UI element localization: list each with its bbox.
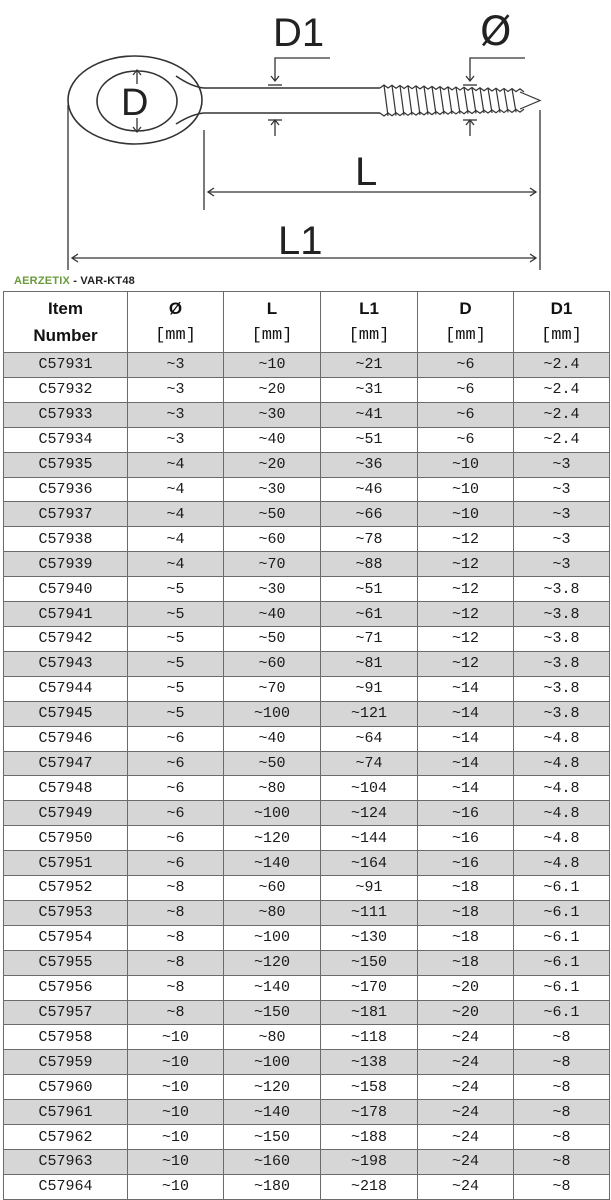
cell-wire-d1: ~2.4 bbox=[514, 427, 610, 452]
cell-eye-d: ~16 bbox=[418, 851, 514, 876]
cell-item-number: C57940 bbox=[4, 577, 128, 602]
brand-name: AERZETIX bbox=[14, 275, 70, 287]
cell-wire-d1: ~8 bbox=[514, 1075, 610, 1100]
cell-length-l: ~20 bbox=[224, 452, 321, 477]
table-row bbox=[4, 353, 610, 378]
table-row bbox=[4, 1150, 610, 1175]
cell-diameter: ~8 bbox=[128, 1000, 224, 1025]
cell-length-l1: ~198 bbox=[321, 1150, 418, 1175]
cell-item-number: C57945 bbox=[4, 701, 128, 726]
cell-item-number: C57956 bbox=[4, 975, 128, 1000]
cell-length-l1: ~41 bbox=[321, 402, 418, 427]
cell-wire-d1: ~3.8 bbox=[514, 577, 610, 602]
cell-item-number: C57943 bbox=[4, 651, 128, 676]
cell-wire-d1: ~2.4 bbox=[514, 377, 610, 402]
cell-item-number: C57946 bbox=[4, 726, 128, 751]
cell-length-l1: ~164 bbox=[321, 851, 418, 876]
column-header-diameter bbox=[128, 292, 224, 353]
d1-label: D1 bbox=[273, 11, 325, 55]
cell-length-l1: ~36 bbox=[321, 452, 418, 477]
cell-length-l: ~40 bbox=[224, 602, 321, 627]
cell-length-l1: ~178 bbox=[321, 1100, 418, 1125]
cell-eye-d: ~20 bbox=[418, 1000, 514, 1025]
cell-item-number: C57961 bbox=[4, 1100, 128, 1125]
cell-diameter: ~4 bbox=[128, 452, 224, 477]
cell-diameter: ~8 bbox=[128, 876, 224, 901]
column-unit: [mm] bbox=[348, 326, 390, 345]
cell-wire-d1: ~4.8 bbox=[514, 826, 610, 851]
cell-length-l1: ~130 bbox=[321, 925, 418, 950]
cell-wire-d1: ~3 bbox=[514, 452, 610, 477]
cell-length-l: ~160 bbox=[224, 1150, 321, 1175]
brand-caption bbox=[14, 275, 135, 287]
table-row bbox=[4, 402, 610, 427]
cell-wire-d1: ~6.1 bbox=[514, 876, 610, 901]
cell-eye-d: ~14 bbox=[418, 676, 514, 701]
cell-item-number: C57959 bbox=[4, 1050, 128, 1075]
table-row bbox=[4, 876, 610, 901]
cell-diameter: ~10 bbox=[128, 1174, 224, 1199]
cell-length-l: ~60 bbox=[224, 876, 321, 901]
cell-item-number: C57955 bbox=[4, 950, 128, 975]
cell-eye-d: ~24 bbox=[418, 1125, 514, 1150]
column-header-length-l bbox=[224, 292, 321, 353]
cell-eye-d: ~24 bbox=[418, 1174, 514, 1199]
cell-diameter: ~4 bbox=[128, 502, 224, 527]
cell-diameter: ~8 bbox=[128, 900, 224, 925]
d1-leader bbox=[268, 58, 330, 136]
cell-item-number: C57958 bbox=[4, 1025, 128, 1050]
cell-length-l: ~100 bbox=[224, 801, 321, 826]
table-row bbox=[4, 801, 610, 826]
table-row bbox=[4, 602, 610, 627]
table-row bbox=[4, 527, 610, 552]
l1-label: L1 bbox=[278, 219, 323, 263]
table-row bbox=[4, 1125, 610, 1150]
cell-wire-d1: ~4.8 bbox=[514, 851, 610, 876]
table-row bbox=[4, 900, 610, 925]
cell-eye-d: ~16 bbox=[418, 801, 514, 826]
cell-length-l1: ~51 bbox=[321, 427, 418, 452]
cell-length-l1: ~170 bbox=[321, 975, 418, 1000]
table-row bbox=[4, 427, 610, 452]
cell-item-number: C57962 bbox=[4, 1125, 128, 1150]
cell-eye-d: ~18 bbox=[418, 876, 514, 901]
cell-wire-d1: ~6.1 bbox=[514, 925, 610, 950]
cell-diameter: ~5 bbox=[128, 602, 224, 627]
table-row bbox=[4, 552, 610, 577]
cell-length-l: ~30 bbox=[224, 477, 321, 502]
cell-wire-d1: ~3 bbox=[514, 502, 610, 527]
cell-length-l: ~120 bbox=[224, 1075, 321, 1100]
cell-length-l: ~10 bbox=[224, 353, 321, 378]
cell-length-l1: ~31 bbox=[321, 377, 418, 402]
cell-diameter: ~6 bbox=[128, 851, 224, 876]
cell-diameter: ~6 bbox=[128, 826, 224, 851]
cell-length-l: ~120 bbox=[224, 826, 321, 851]
cell-length-l1: ~91 bbox=[321, 876, 418, 901]
cell-item-number: C57937 bbox=[4, 502, 128, 527]
cell-eye-d: ~14 bbox=[418, 701, 514, 726]
table-row bbox=[4, 950, 610, 975]
cell-length-l1: ~66 bbox=[321, 502, 418, 527]
cell-item-number: C57953 bbox=[4, 900, 128, 925]
table-row bbox=[4, 1174, 610, 1199]
cell-length-l: ~80 bbox=[224, 1025, 321, 1050]
cell-wire-d1: ~3.8 bbox=[514, 651, 610, 676]
cell-eye-d: ~6 bbox=[418, 353, 514, 378]
cell-length-l: ~70 bbox=[224, 552, 321, 577]
cell-length-l: ~50 bbox=[224, 626, 321, 651]
cell-wire-d1: ~3 bbox=[514, 477, 610, 502]
cell-diameter: ~8 bbox=[128, 975, 224, 1000]
cell-eye-d: ~6 bbox=[418, 427, 514, 452]
table-row bbox=[4, 502, 610, 527]
cell-eye-d: ~24 bbox=[418, 1100, 514, 1125]
cell-length-l1: ~158 bbox=[321, 1075, 418, 1100]
table-row bbox=[4, 577, 610, 602]
cell-item-number: C57932 bbox=[4, 377, 128, 402]
cell-eye-d: ~10 bbox=[418, 502, 514, 527]
cell-length-l: ~30 bbox=[224, 402, 321, 427]
cell-item-number: C57948 bbox=[4, 776, 128, 801]
cell-wire-d1: ~8 bbox=[514, 1050, 610, 1075]
cell-eye-d: ~12 bbox=[418, 602, 514, 627]
cell-length-l1: ~91 bbox=[321, 676, 418, 701]
cell-length-l: ~140 bbox=[224, 1100, 321, 1125]
cell-eye-d: ~14 bbox=[418, 726, 514, 751]
cell-item-number: C57933 bbox=[4, 402, 128, 427]
cell-length-l1: ~218 bbox=[321, 1174, 418, 1199]
table-row bbox=[4, 1075, 610, 1100]
cell-wire-d1: ~3.8 bbox=[514, 701, 610, 726]
column-header-eye-d bbox=[418, 292, 514, 353]
cell-item-number: C57963 bbox=[4, 1150, 128, 1175]
table-row bbox=[4, 925, 610, 950]
cell-length-l1: ~51 bbox=[321, 577, 418, 602]
cell-wire-d1: ~8 bbox=[514, 1100, 610, 1125]
cell-eye-d: ~24 bbox=[418, 1075, 514, 1100]
cell-item-number: C57944 bbox=[4, 676, 128, 701]
cell-wire-d1: ~3.8 bbox=[514, 676, 610, 701]
cell-length-l1: ~181 bbox=[321, 1000, 418, 1025]
cell-length-l: ~140 bbox=[224, 975, 321, 1000]
cell-wire-d1: ~4.8 bbox=[514, 801, 610, 826]
cell-item-number: C57950 bbox=[4, 826, 128, 851]
column-unit: [mm] bbox=[155, 326, 196, 345]
cell-eye-d: ~12 bbox=[418, 577, 514, 602]
cell-length-l: ~140 bbox=[224, 851, 321, 876]
cell-length-l1: ~74 bbox=[321, 751, 418, 776]
cell-eye-d: ~12 bbox=[418, 552, 514, 577]
cell-eye-d: ~12 bbox=[418, 527, 514, 552]
cell-wire-d1: ~4.8 bbox=[514, 776, 610, 801]
table-row bbox=[4, 826, 610, 851]
cell-length-l: ~180 bbox=[224, 1174, 321, 1199]
cell-length-l1: ~46 bbox=[321, 477, 418, 502]
cell-diameter: ~6 bbox=[128, 801, 224, 826]
column-unit: Number bbox=[33, 326, 98, 345]
table-row bbox=[4, 1050, 610, 1075]
screw-thread bbox=[380, 85, 540, 116]
cell-wire-d1: ~2.4 bbox=[514, 402, 610, 427]
cell-wire-d1: ~3 bbox=[514, 552, 610, 577]
cell-eye-d: ~12 bbox=[418, 626, 514, 651]
cell-item-number: C57931 bbox=[4, 353, 128, 378]
cell-diameter: ~10 bbox=[128, 1050, 224, 1075]
cell-diameter: ~10 bbox=[128, 1075, 224, 1100]
header-row bbox=[4, 292, 610, 353]
cell-length-l1: ~88 bbox=[321, 552, 418, 577]
cell-diameter: ~3 bbox=[128, 427, 224, 452]
cell-eye-d: ~24 bbox=[418, 1025, 514, 1050]
spec-table-header bbox=[4, 292, 610, 353]
cell-length-l1: ~78 bbox=[321, 527, 418, 552]
cell-length-l: ~100 bbox=[224, 925, 321, 950]
cell-diameter: ~8 bbox=[128, 925, 224, 950]
table-row bbox=[4, 676, 610, 701]
table-row bbox=[4, 477, 610, 502]
cell-length-l: ~100 bbox=[224, 1050, 321, 1075]
cell-length-l: ~80 bbox=[224, 900, 321, 925]
diameter-leader bbox=[463, 58, 525, 136]
table-row bbox=[4, 751, 610, 776]
cell-length-l: ~20 bbox=[224, 377, 321, 402]
brand-code: VAR-KT48 bbox=[80, 275, 135, 287]
cell-length-l1: ~111 bbox=[321, 900, 418, 925]
cell-diameter: ~5 bbox=[128, 577, 224, 602]
cell-eye-d: ~16 bbox=[418, 826, 514, 851]
cell-eye-d: ~24 bbox=[418, 1050, 514, 1075]
cell-length-l1: ~61 bbox=[321, 602, 418, 627]
cell-diameter: ~8 bbox=[128, 950, 224, 975]
cell-diameter: ~10 bbox=[128, 1125, 224, 1150]
cell-diameter: ~5 bbox=[128, 701, 224, 726]
eye-screw-diagram bbox=[0, 0, 611, 275]
cell-item-number: C57935 bbox=[4, 452, 128, 477]
screw-shank bbox=[204, 88, 380, 113]
cell-wire-d1: ~4.8 bbox=[514, 751, 610, 776]
cell-length-l1: ~121 bbox=[321, 701, 418, 726]
cell-eye-d: ~18 bbox=[418, 900, 514, 925]
cell-eye-d: ~24 bbox=[418, 1150, 514, 1175]
cell-wire-d1: ~8 bbox=[514, 1150, 610, 1175]
table-row bbox=[4, 651, 610, 676]
column-title: D bbox=[459, 299, 472, 318]
cell-length-l: ~70 bbox=[224, 676, 321, 701]
cell-length-l1: ~64 bbox=[321, 726, 418, 751]
cell-diameter: ~10 bbox=[128, 1025, 224, 1050]
cell-eye-d: ~18 bbox=[418, 925, 514, 950]
column-title: L bbox=[266, 299, 278, 318]
cell-eye-d: ~14 bbox=[418, 751, 514, 776]
cell-wire-d1: ~6.1 bbox=[514, 975, 610, 1000]
cell-length-l: ~150 bbox=[224, 1000, 321, 1025]
table-row bbox=[4, 701, 610, 726]
cell-diameter: ~10 bbox=[128, 1150, 224, 1175]
cell-wire-d1: ~8 bbox=[514, 1174, 610, 1199]
cell-eye-d: ~12 bbox=[418, 651, 514, 676]
column-title: Ø bbox=[168, 299, 183, 318]
cell-item-number: C57949 bbox=[4, 801, 128, 826]
cell-length-l1: ~81 bbox=[321, 651, 418, 676]
cell-eye-d: ~18 bbox=[418, 950, 514, 975]
cell-diameter: ~4 bbox=[128, 527, 224, 552]
cell-length-l1: ~150 bbox=[321, 950, 418, 975]
column-header-item-number bbox=[4, 292, 128, 353]
table-row bbox=[4, 776, 610, 801]
cell-length-l1: ~144 bbox=[321, 826, 418, 851]
cell-length-l: ~60 bbox=[224, 527, 321, 552]
cell-item-number: C57939 bbox=[4, 552, 128, 577]
cell-length-l1: ~124 bbox=[321, 801, 418, 826]
column-title: L1 bbox=[359, 299, 379, 318]
cell-diameter: ~6 bbox=[128, 751, 224, 776]
cell-diameter: ~6 bbox=[128, 776, 224, 801]
cell-wire-d1: ~3.8 bbox=[514, 602, 610, 627]
cell-length-l1: ~21 bbox=[321, 353, 418, 378]
cell-length-l1: ~71 bbox=[321, 626, 418, 651]
cell-diameter: ~3 bbox=[128, 402, 224, 427]
cell-length-l1: ~188 bbox=[321, 1125, 418, 1150]
spec-table bbox=[3, 291, 610, 1200]
cell-eye-d: ~14 bbox=[418, 776, 514, 801]
column-unit: [mm] bbox=[251, 326, 293, 345]
cell-item-number: C57941 bbox=[4, 602, 128, 627]
cell-wire-d1: ~6.1 bbox=[514, 900, 610, 925]
cell-eye-d: ~20 bbox=[418, 975, 514, 1000]
spec-table-body bbox=[4, 353, 610, 1200]
cell-item-number: C57952 bbox=[4, 876, 128, 901]
cell-wire-d1: ~2.4 bbox=[514, 353, 610, 378]
cell-length-l1: ~138 bbox=[321, 1050, 418, 1075]
cell-length-l: ~120 bbox=[224, 950, 321, 975]
table-row bbox=[4, 377, 610, 402]
cell-wire-d1: ~6.1 bbox=[514, 950, 610, 975]
column-title: Item bbox=[48, 299, 83, 318]
cell-length-l: ~80 bbox=[224, 776, 321, 801]
cell-diameter: ~4 bbox=[128, 477, 224, 502]
cell-diameter: ~5 bbox=[128, 676, 224, 701]
eye-neck bbox=[176, 76, 204, 124]
cell-item-number: C57934 bbox=[4, 427, 128, 452]
table-row bbox=[4, 1100, 610, 1125]
cell-length-l1: ~104 bbox=[321, 776, 418, 801]
cell-length-l: ~100 bbox=[224, 701, 321, 726]
cell-length-l: ~40 bbox=[224, 427, 321, 452]
diameter-label: Ø bbox=[480, 9, 512, 55]
table-row bbox=[4, 1000, 610, 1025]
cell-diameter: ~3 bbox=[128, 377, 224, 402]
cell-item-number: C57938 bbox=[4, 527, 128, 552]
cell-item-number: C57960 bbox=[4, 1075, 128, 1100]
cell-eye-d: ~10 bbox=[418, 452, 514, 477]
cell-item-number: C57954 bbox=[4, 925, 128, 950]
cell-wire-d1: ~6.1 bbox=[514, 1000, 610, 1025]
cell-diameter: ~6 bbox=[128, 726, 224, 751]
brand-separator: - bbox=[70, 275, 81, 287]
cell-item-number: C57942 bbox=[4, 626, 128, 651]
cell-length-l: ~50 bbox=[224, 502, 321, 527]
cell-diameter: ~5 bbox=[128, 626, 224, 651]
cell-diameter: ~3 bbox=[128, 353, 224, 378]
cell-length-l: ~60 bbox=[224, 651, 321, 676]
d-label: D bbox=[121, 82, 149, 124]
column-title: D1 bbox=[550, 299, 573, 318]
cell-item-number: C57947 bbox=[4, 751, 128, 776]
cell-wire-d1: ~8 bbox=[514, 1125, 610, 1150]
cell-wire-d1: ~3.8 bbox=[514, 626, 610, 651]
table-row bbox=[4, 452, 610, 477]
column-unit: [mm] bbox=[445, 326, 486, 345]
table-row bbox=[4, 851, 610, 876]
cell-diameter: ~10 bbox=[128, 1100, 224, 1125]
cell-length-l: ~150 bbox=[224, 1125, 321, 1150]
cell-eye-d: ~10 bbox=[418, 477, 514, 502]
cell-wire-d1: ~4.8 bbox=[514, 726, 610, 751]
cell-length-l1: ~118 bbox=[321, 1025, 418, 1050]
column-unit: [mm] bbox=[541, 326, 582, 345]
table-row bbox=[4, 726, 610, 751]
cell-wire-d1: ~3 bbox=[514, 527, 610, 552]
cell-item-number: C57957 bbox=[4, 1000, 128, 1025]
column-header-length-l1 bbox=[321, 292, 418, 353]
table-row bbox=[4, 975, 610, 1000]
l-label: L bbox=[355, 150, 378, 194]
cell-diameter: ~4 bbox=[128, 552, 224, 577]
cell-length-l: ~50 bbox=[224, 751, 321, 776]
cell-eye-d: ~6 bbox=[418, 377, 514, 402]
cell-length-l: ~40 bbox=[224, 726, 321, 751]
cell-length-l: ~30 bbox=[224, 577, 321, 602]
cell-item-number: C57951 bbox=[4, 851, 128, 876]
column-header-wire-d1 bbox=[514, 292, 610, 353]
cell-diameter: ~5 bbox=[128, 651, 224, 676]
table-row bbox=[4, 626, 610, 651]
cell-item-number: C57936 bbox=[4, 477, 128, 502]
cell-eye-d: ~6 bbox=[418, 402, 514, 427]
table-row bbox=[4, 1025, 610, 1050]
cell-item-number: C57964 bbox=[4, 1174, 128, 1199]
cell-wire-d1: ~8 bbox=[514, 1025, 610, 1050]
